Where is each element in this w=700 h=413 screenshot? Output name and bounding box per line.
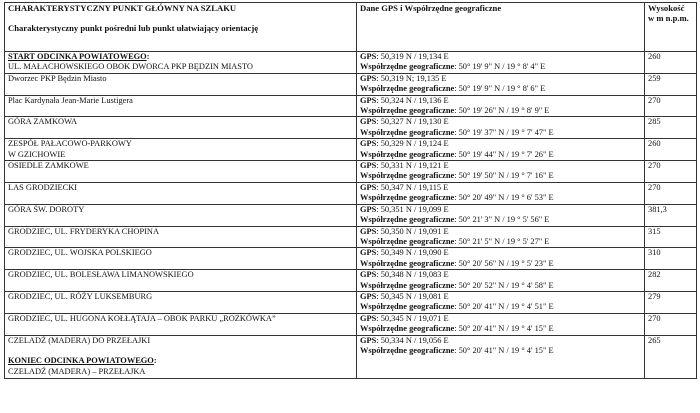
point-name-cell: GRODZIEC, UL. RÓŻY LUKSEMBURG [5,291,357,313]
table-row [5,117,697,139]
gps-cell: GPS: 50,327 N / 19,130 E Współrzędne geograficzne: 50° 19' 37" N / 19 ° 7' 47" E [357,117,645,139]
gps-cell: GPS: 50,319 N / 19,134 E Współrzędne geograficzne: 50° 19' 9" N / 19 ° 8' 4" E [357,52,645,74]
table-row [5,335,697,379]
altitude-cell: 270 [645,95,697,117]
altitude-cell: 315 [645,226,697,248]
altitude-cell: 259 [645,73,697,95]
point-name-cell: LAS GRODZIECKI [5,182,357,204]
altitude-cell: 265 [645,335,697,379]
gps-cell: GPS: 50,348 N / 19,083 E Współrzędne geograficzne: 50° 20' 52" N / 19 ° 4' 58" E [357,270,645,292]
point-name-cell: CZELADŹ (MADERA) DO PRZEŁAJKI KONIEC ODCINKA POWIATOWEGO: CZELADŹ (MADERA) – PRZEŁAJKA [5,335,357,379]
gps-cell: GPS: 50,324 N / 19,136 E Współrzędne geograficzne: 50° 19' 26" N / 19 ° 8' 9" E [357,95,645,117]
altitude-cell: 270 [645,182,697,204]
altitude-cell: 270 [645,313,697,335]
table-row [5,182,697,204]
point-name-cell: ZESPÓŁ PAŁACOWO-PARKOWY W GZICHOWIE [5,139,357,161]
table-row [5,161,697,183]
gps-cell: GPS: 50,329 N / 19,124 E Współrzędne geograficzne: 50° 19' 44" N / 19 ° 7' 26" E [357,139,645,161]
gps-cell: GPS: 50,347 N / 19,115 E Współrzędne geograficzne: 50° 20' 49" N / 19 ° 6' 53" E [357,182,645,204]
table-header-row [5,3,697,52]
header-main-point-title: CHARAKTERYSTYCZNY PUNKT GŁÓWNY NA SZLAKU [8,3,237,13]
table-row [5,313,697,335]
altitude-cell: 279 [645,291,697,313]
point-name-cell: Plac Kardynała Jean-Marie Lustigera [5,95,357,117]
altitude-cell: 282 [645,270,697,292]
altitude-cell: 260 [645,139,697,161]
point-name-cell: START ODCINKA POWIATOWEGO: UL. MAŁACHOWSKIEGO OBOK DWORCA PKP BĘDZIN MIASTO [5,52,357,74]
point-name-cell: GRODZIEC, UL. HUGONA KOŁŁĄTAJA – OBOK PARKU „ROZKÓWKA” [5,313,357,335]
gps-cell: GPS: 50,350 N / 19,091 E Współrzędne geograficzne: 50° 21' 5" N / 19 ° 5' 27" E [357,226,645,248]
table-row [5,248,697,270]
gps-cell: GPS: 50,331 N / 19,121 E Współrzędne geograficzne: 50° 19' 50" N / 19 ° 7' 16" E [357,161,645,183]
gps-cell: GPS: 50,345 N / 19,071 E Współrzędne geograficzne: 50° 20' 41" N / 19 ° 4' 15" E [357,313,645,335]
point-name-cell: GRODZIEC, UL. BOLESŁAWA LIMANOWSKIEGO [5,270,357,292]
altitude-cell: 285 [645,117,697,139]
altitude-cell: 270 [645,161,697,183]
point-name-cell: GRODZIEC, UL. WOJSKA POLSKIEGO [5,248,357,270]
gps-cell: GPS: 50,349 N / 19,090 E Współrzędne geograficzne: 50° 20' 56" N / 19 ° 5' 23" E [357,248,645,270]
table-row [5,73,697,95]
table-row [5,270,697,292]
header-gps: Dane GPS i Współrzędne geograficzne [357,3,645,52]
table-row [5,95,697,117]
header-main-point [5,3,357,52]
table-row [5,204,697,226]
altitude-cell: 260 [645,52,697,74]
point-name-cell: Dworzec PKP Będzin Miasto [5,73,357,95]
table-row [5,291,697,313]
header-intermediate-point: Charakterystyczny punkt pośredni lub punkt ułatwiający orientację [8,23,259,34]
point-name-cell: GRODZIEC, UL. FRYDERYKA CHOPINA [5,226,357,248]
header-altitude: Wysokość w m n.p.m. [645,3,697,52]
point-name-cell: GÓRA ŚW. DOROTY [5,204,357,226]
altitude-cell: 381,3 [645,204,697,226]
point-name-cell: GÓRA ZAMKOWA [5,117,357,139]
route-points-table [4,2,697,379]
altitude-cell: 310 [645,248,697,270]
gps-cell: GPS: 50,345 N / 19,081 E Współrzędne geograficzne: 50° 20' 41" N / 19 ° 4' 51" E [357,291,645,313]
point-name-cell: OSIEDLE ZAMKOWE [5,161,357,183]
table-row [5,139,697,161]
gps-cell: GPS: 50,334 N / 19,056 E Współrzędne geograficzne: 50° 20' 41" N / 19 ° 4' 15" E [357,335,645,379]
table-row [5,52,697,74]
gps-cell: GPS: 50,351 N / 19,099 E Współrzędne geograficzne: 50° 21' 3" N / 19 ° 5' 56" E [357,204,645,226]
gps-cell: GPS: 50,319 N; 19,135 E Współrzędne geograficzne: 50° 19' 9" N / 19 ° 8' 6" E [357,73,645,95]
table-row [5,226,697,248]
